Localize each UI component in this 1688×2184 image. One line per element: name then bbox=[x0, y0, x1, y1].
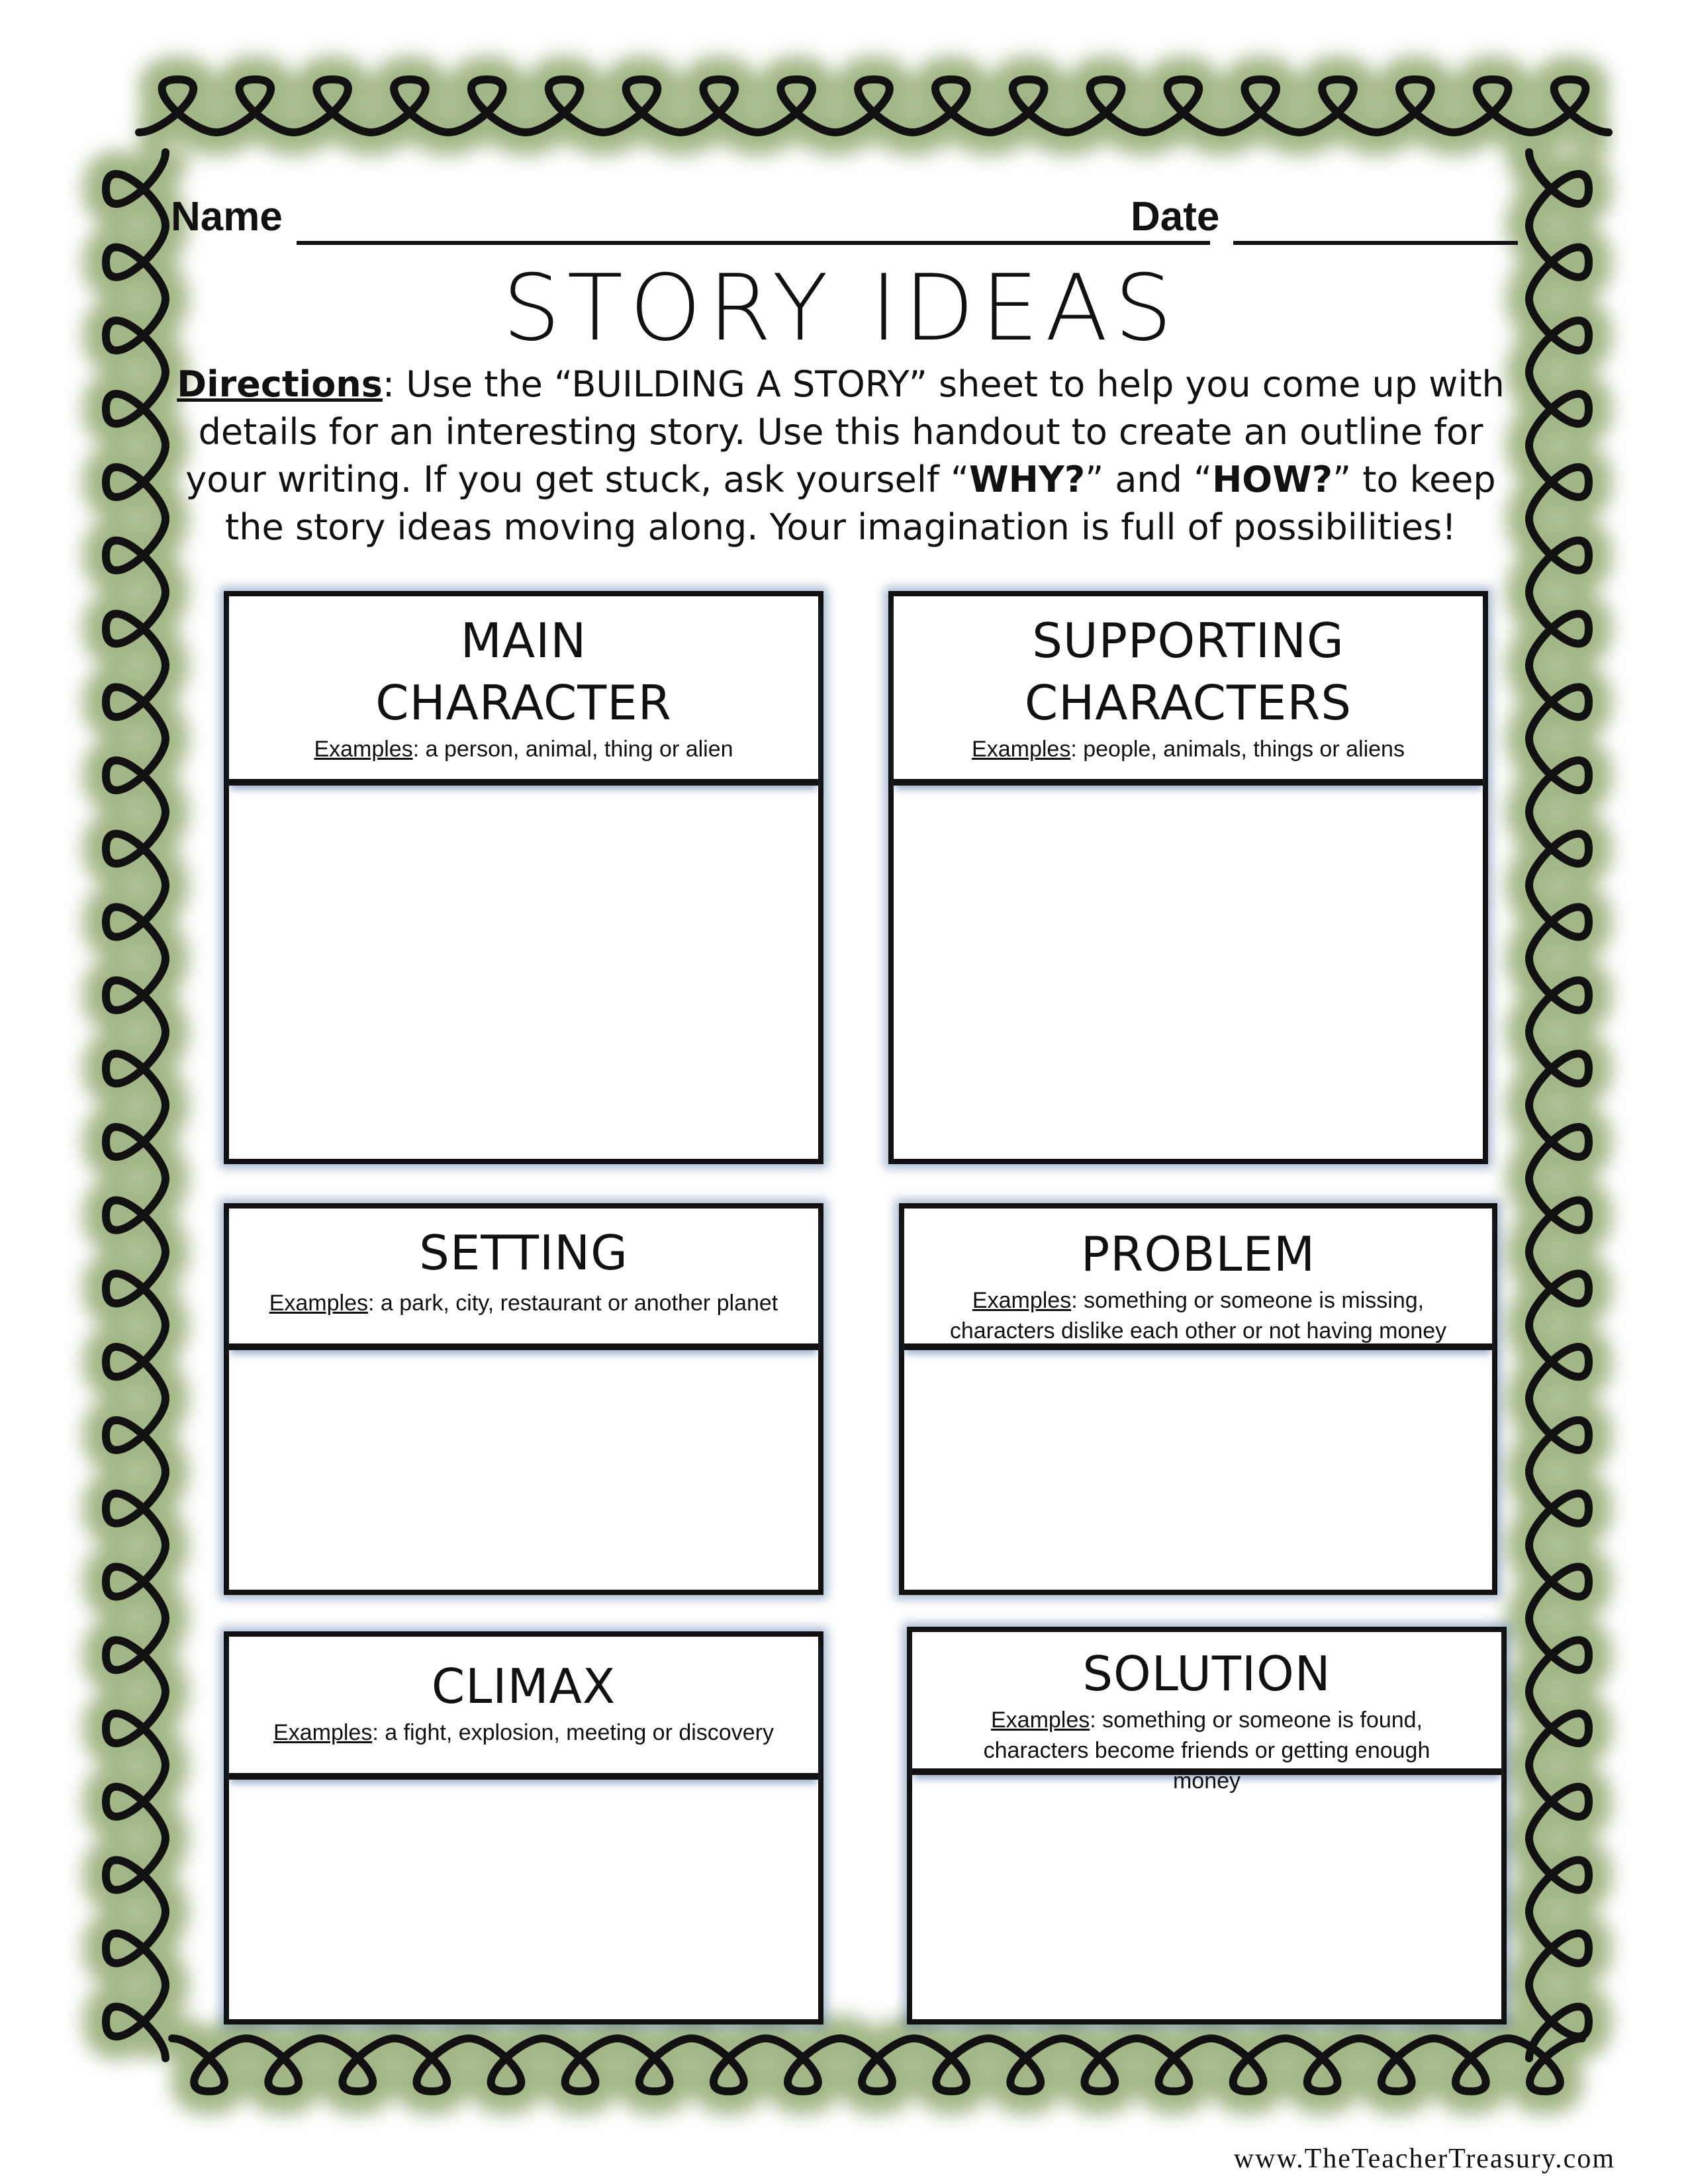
setting-title: SETTING bbox=[419, 1225, 628, 1281]
problem-header bbox=[904, 1208, 1492, 1350]
directions-label: Directions bbox=[177, 363, 383, 405]
supporting-characters-examples-label: Examples bbox=[972, 737, 1071, 762]
setting-examples-label: Examples bbox=[269, 1291, 368, 1316]
name-label: Name bbox=[171, 194, 283, 240]
setting-writing-area[interactable] bbox=[229, 1357, 818, 1590]
climax-header bbox=[229, 1637, 818, 1780]
directions-paragraph bbox=[159, 361, 1523, 551]
problem-examples-label: Examples bbox=[972, 1288, 1072, 1313]
setting-examples-text: : a park, city, restaurant or another planet bbox=[368, 1291, 778, 1316]
date-label: Date bbox=[1131, 194, 1220, 240]
supporting-characters-writing-area[interactable] bbox=[894, 792, 1483, 1159]
main-character-examples-label: Examples bbox=[314, 737, 413, 762]
setting-examples bbox=[229, 1288, 818, 1318]
main-character-title-line2: CHARACTER bbox=[375, 675, 672, 731]
problem-title: PROBLEM bbox=[1080, 1226, 1316, 1282]
name-line[interactable] bbox=[297, 241, 1210, 245]
page-title: STORY IDEAS bbox=[502, 255, 1179, 361]
supporting-characters-title-line1: SUPPORTING bbox=[1032, 613, 1344, 668]
climax-examples-text: : a fight, explosion, meeting or discovery bbox=[372, 1720, 774, 1745]
problem-examples bbox=[904, 1285, 1492, 1346]
climax-examples bbox=[229, 1717, 818, 1748]
date-line[interactable] bbox=[1233, 241, 1518, 245]
climax-examples-label: Examples bbox=[273, 1720, 373, 1745]
directions-text-3: ” to keep the story ideas moving along. Your imagination is full of possibilities! bbox=[225, 459, 1496, 548]
main-character-box bbox=[224, 591, 823, 1164]
directions-text-1: : Use the “BUILDING A STORY” sheet to help you come up with details for an interesting story. Use this handout to create an outline for your writing. If you get stuck, ask yourself “ bbox=[185, 363, 1505, 500]
main-character-examples-text: : a person, animal, thing or alien bbox=[412, 737, 733, 762]
directions-text-2: ” and “ bbox=[1085, 459, 1213, 500]
solution-writing-area[interactable] bbox=[912, 1782, 1501, 2019]
main-character-header bbox=[229, 596, 818, 786]
directions-why: WHY? bbox=[969, 459, 1086, 500]
solution-examples-label: Examples bbox=[990, 1707, 1090, 1733]
climax-writing-area[interactable] bbox=[229, 1786, 818, 2019]
solution-header bbox=[912, 1632, 1501, 1794]
main-character-examples bbox=[229, 734, 818, 764]
supporting-characters-box bbox=[888, 591, 1488, 1164]
directions-how: HOW? bbox=[1212, 459, 1333, 500]
supporting-characters-examples bbox=[894, 734, 1483, 764]
supporting-characters-title-line2: CHARACTERS bbox=[1024, 675, 1352, 731]
footer-website: www.TheTeacherTreasury.com bbox=[1233, 2144, 1615, 2174]
name-date-row bbox=[171, 193, 1521, 253]
solution-title: SOLUTION bbox=[1082, 1646, 1331, 1702]
supporting-characters-examples-text: : people, animals, things or aliens bbox=[1070, 737, 1405, 762]
climax-title: CLIMAX bbox=[431, 1659, 616, 1714]
setting-box bbox=[224, 1203, 823, 1595]
setting-header bbox=[229, 1208, 818, 1350]
problem-examples-text: : something or someone is missing, characters dislike each other or not having money bbox=[949, 1288, 1447, 1343]
problem-box bbox=[899, 1203, 1497, 1595]
supporting-characters-header bbox=[894, 596, 1483, 786]
solution-box bbox=[907, 1627, 1507, 2025]
problem-writing-area[interactable] bbox=[904, 1357, 1492, 1590]
main-character-writing-area[interactable] bbox=[229, 792, 818, 1159]
main-character-title-line1: MAIN bbox=[460, 613, 587, 668]
solution-examples-text: : something or someone is found, characters become friends or getting enough money bbox=[983, 1707, 1430, 1794]
climax-box bbox=[224, 1631, 823, 2025]
